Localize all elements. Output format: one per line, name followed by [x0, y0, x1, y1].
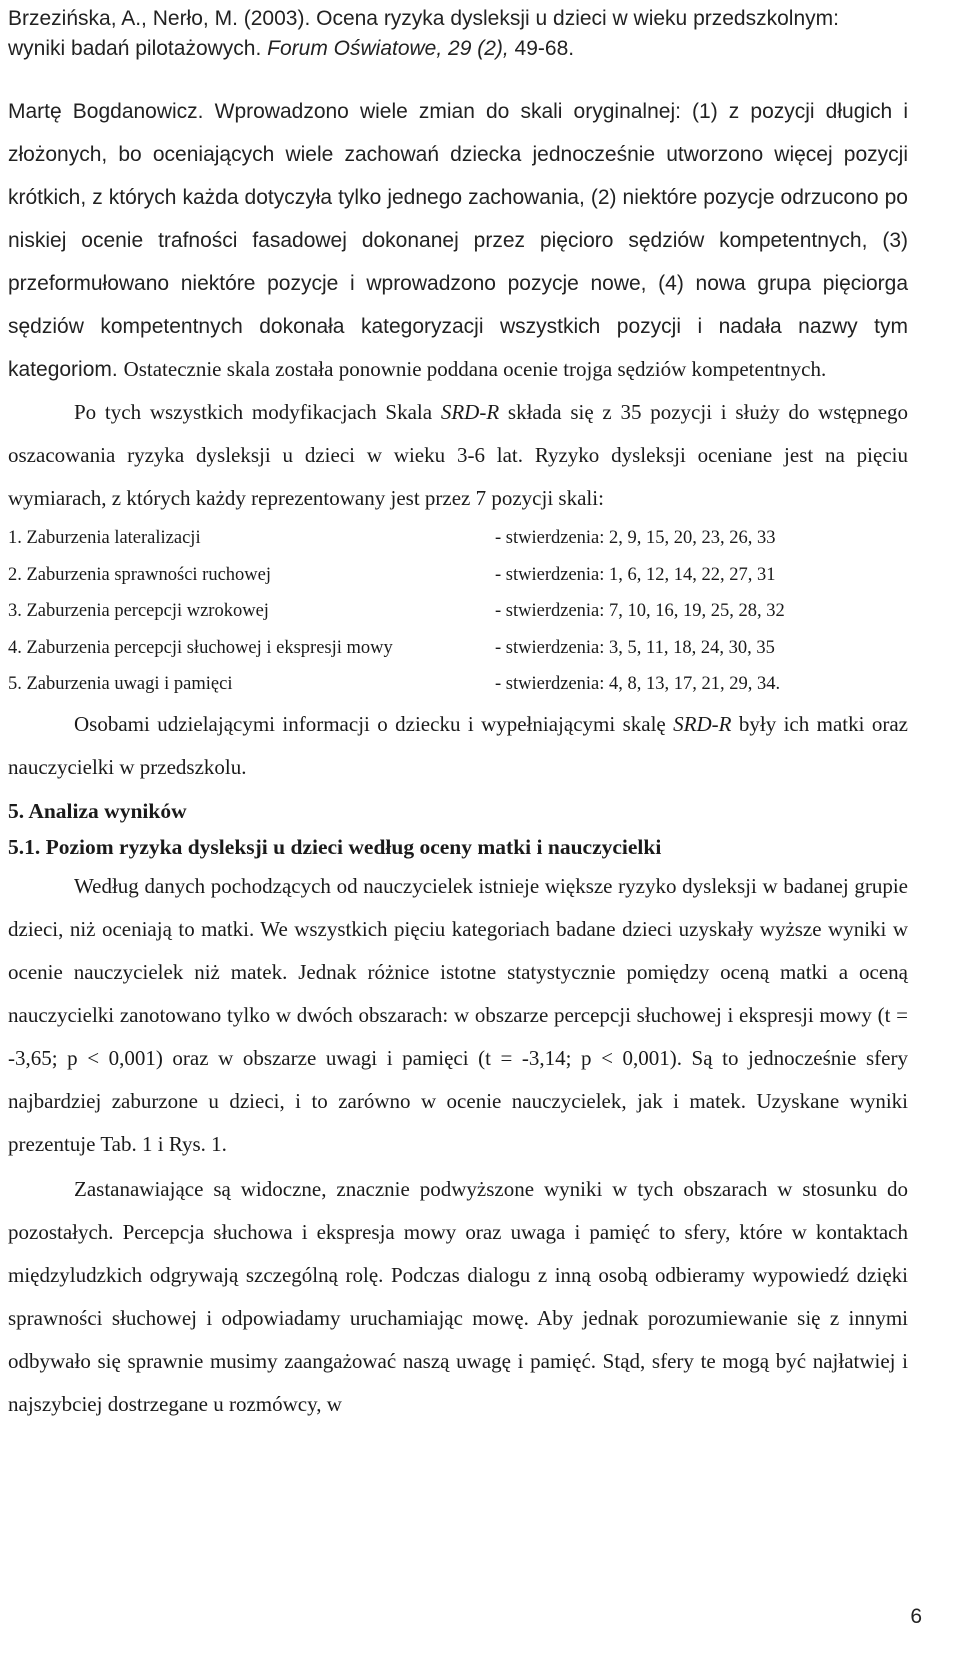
paragraph-results: Według danych pochodzących od nauczycielek istnieje większe ryzyko dysleksji w badanej grupie dzieci, niż oceniają to matki. We wszystkich pięciu kategoriach badane dzieci uzyskały wyższe wyniki w ocenie nauczycielek niż matek. Jednak różnice istotne statystycznie pomiędzy oceną matki a oceną nauczycielki zanotowano tylko w dwóch obszarach: w obszarze percepcji słuchowej i ekspresji mowy (t = -3,65; p < 0,001) oraz w obszarze uwagi i pamięci (t = -3,14; p < 0,001). Są to jednocześnie sfery najbardziej zaburzone u dzieci, i to zarówno w ocenie nauczycielek, jak i matek. Uzyskane wyniki prezentuje Tab. 1 i Rys. 1. — [8, 873, 908, 1156]
citation-title-a: Ocena ryzyka dysleksji u dzieci w wieku przedszkolnym: — [316, 7, 839, 30]
dimension-items: - stwierdzenia: 3, 5, 11, 18, 24, 30, 35 — [495, 637, 775, 658]
dimension-items: - stwierdzenia: 1, 6, 12, 14, 22, 27, 31 — [495, 564, 776, 585]
paragraph-modifications-body: Wprowadzono wiele zmian do skali oryginalnej: (1) z pozycji długich i złożonych, bo oceniających wiele zachowań dziecka jednocześnie utworzono więcej pozycji krótkich, z których każda dotyczyła tylko jednego zachowania, (2) niektóre pozycje odrzucono po niskiej ocenie trafności fasadowej dokonanej przez pięcioro sędziów kompetentnych, (3) przeformułowano niektóre pozycje i wprowadzono pozycje nowe, (4) nowa grupa pięciorga sędziów kompetentnych dokonała kategoryzacji wszystkich pozycji i nadała nazwy tym kategoriom. — [8, 100, 908, 381]
paragraph-modifications-end: Ostatecznie skala została ponownie poddana ocenie trojga sędziów kompetentnych. — [123, 357, 827, 381]
dimension-items: - stwierdzenia: 7, 10, 16, 19, 25, 28, 32 — [495, 601, 785, 621]
text-span: składa się z 35 pozycji i służy do wstępnego oszacowania ryzyka dysleksji u dzieci w wieku 3-6 lat. Ryzyko dysleksji oceniane jest na pięciu wymiarach, z których każdy reprezentowany jest przez 7 pozycji skali: — [8, 400, 908, 510]
citation-journal: Forum Oświatowe, 29 (2), — [267, 37, 509, 60]
dimension-items: - stwierdzenia: 2, 9, 15, 20, 23, 26, 33 — [495, 528, 776, 548]
list-item — [8, 520, 908, 557]
text-span: Osobami udzielającymi informacji o dziecku i wypełniającymi skalę — [74, 711, 674, 736]
dimension-list — [8, 520, 908, 703]
citation-authors: Brzezińska, A., Nerło, M. (2003). — [8, 7, 317, 30]
subsection-heading: 5.1. Poziom ryzyka dysleksji u dzieci według oceny matki i nauczycielki — [8, 834, 662, 859]
text-span: były ich matki oraz nauczycielki w przedszkolu. — [8, 711, 908, 779]
dimension-label: 2. Zaburzenia sprawności ruchowej — [8, 564, 272, 585]
paragraph-modifications — [8, 90, 908, 391]
page-number: 6 — [910, 1605, 922, 1628]
dimension-label: 3. Zaburzenia percepcji wzrokowej — [8, 601, 269, 621]
paragraph-discussion: Zastanawiające są widoczne, znacznie podwyższone wyniki w tych obszarach w stosunku do pozostałych. Percepcja słuchowa i ekspresja mowy oraz uwaga i pamięć to sfery, które w kontaktach międzyludzkich odgrywają szczególną rolę. Podczas dialogu z inną osobą odbieramy wypowiedź dzięki sprawności słuchowej i odpowiadamy uruchamiając mowę. Aby jednak porozumiewanie się z innymi odbywało się sprawnie musimy zaangażować naszą uwagę i pamięć. Stąd, sfery te mogą być najłatwiej i najszybciej dostrzegane u rozmówcy, w — [8, 1176, 908, 1416]
dimension-label: 5. Zaburzenia uwagi i pamięci — [8, 674, 233, 694]
paragraph-lead-in: Martę Bogdanowicz. — [8, 100, 215, 123]
dimension-label: 1. Zaburzenia lateralizacji — [8, 528, 201, 548]
list-item — [8, 593, 908, 630]
text-span: Po tych wszystkich modyfikacjach Skala — [74, 400, 441, 424]
citation-title-b: wyniki badań pilotażowych. — [8, 37, 268, 60]
scale-name: SRD-R — [673, 711, 732, 736]
document-page — [8, 4, 908, 1426]
paragraph-informants — [8, 703, 908, 789]
dimension-items: - stwierdzenia: 4, 8, 13, 17, 21, 29, 34. — [495, 674, 781, 694]
section-heading: 5. Analiza wyników — [8, 798, 187, 823]
citation-pages: 49-68. — [508, 37, 575, 60]
paragraph-scale-description — [8, 391, 908, 520]
list-item — [8, 630, 908, 667]
list-item — [8, 666, 908, 703]
citation — [8, 4, 908, 64]
scale-name: SRD-R — [440, 400, 500, 424]
list-item — [8, 557, 908, 594]
dimension-label: 4. Zaburzenia percepcji słuchowej i ekspresji mowy — [8, 637, 393, 658]
